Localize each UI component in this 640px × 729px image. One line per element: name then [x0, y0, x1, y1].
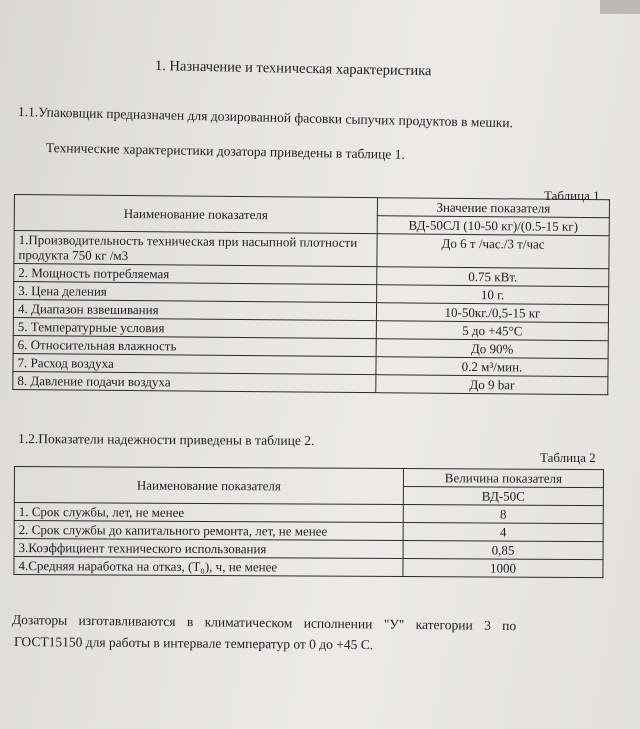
row-value: До 90% [376, 339, 608, 359]
table-row [14, 231, 609, 269]
table1-header-value: Значение показателя [377, 198, 609, 218]
row-value: 10-50кг./0,5-15 кг [376, 303, 608, 323]
row-value: До 9 bar [376, 375, 608, 395]
table2-header-value: Величина показателя [403, 469, 603, 488]
table1-intro: Технические характеристики дозатора приведены в таблице 1. [45, 140, 405, 162]
table-row [14, 557, 603, 578]
footer-line-1: Дозаторы изготавливаются в климатическом исполнении "У" категории 3 по [11, 612, 517, 634]
footer-line-2: ГОСТ15150 для работы в интервале температур от 0 до +45 С. [13, 634, 374, 653]
row-name: 4. Диапазон взвешивания [13, 300, 376, 321]
table-row [13, 371, 608, 394]
row-value: 4 [403, 523, 603, 542]
paragraph-1-1: 1.1.Упаковщик предназначен для дозированной фасовки сыпучих продуктов в мешки. [17, 104, 514, 131]
row-value: 0.2 м³/мин. [376, 357, 608, 377]
row-value: 10 г. [377, 285, 609, 305]
section-1-2: 1.2.Показатели надежности приведены в таблице 2. [17, 431, 315, 449]
table2-header-name: Наименование показателя [14, 467, 403, 505]
row-value: 1000 [403, 559, 603, 578]
row-name: 4.Средняя наработка на отказ, (T₀), ч, не менее [14, 557, 403, 577]
row-value: 0,85 [403, 541, 603, 560]
row-name: 3.Коэффициент технического использования [14, 539, 403, 559]
row-name: 6. Относительная влажность [13, 335, 376, 356]
table1-caption: Таблица 1 [544, 188, 600, 203]
page-corner [600, 0, 640, 14]
table1-header-name: Наименование показателя [14, 195, 377, 234]
row-name: 1.Производительность техническая при насыпной плотности продукта 750 кг /м3 [14, 231, 377, 267]
table2-header-model: ВД-50С [403, 487, 603, 506]
row-name: 7. Расход воздуха [13, 353, 376, 374]
row-value: 8 [403, 505, 603, 524]
section-heading: 1. Назначение и техническая характеристика [154, 58, 432, 80]
row-name: 8. Давление подачи воздуха [13, 371, 376, 392]
row-name: 1. Срок службы, лет, не менее [14, 503, 403, 523]
row-name: 5. Температурные условия [13, 317, 376, 338]
row-name: 3. Цена деления [14, 282, 377, 303]
row-value: 0.75 кВт. [377, 267, 609, 287]
specs-table [12, 194, 610, 395]
row-value: До 6 т /час./3 т/час [377, 234, 609, 269]
reliability-table [13, 466, 604, 578]
row-name: 2. Мощность потребляемая [14, 264, 377, 285]
table2-caption: Таблица 2 [540, 450, 596, 465]
row-value: 5 до +45°С [376, 321, 608, 341]
table1-header-model: ВД-50СЛ (10-50 кг)/(0.5-15 кг) [377, 216, 609, 236]
row-name: 2. Срок службы до капитального ремонта, лет, не менее [14, 521, 403, 541]
